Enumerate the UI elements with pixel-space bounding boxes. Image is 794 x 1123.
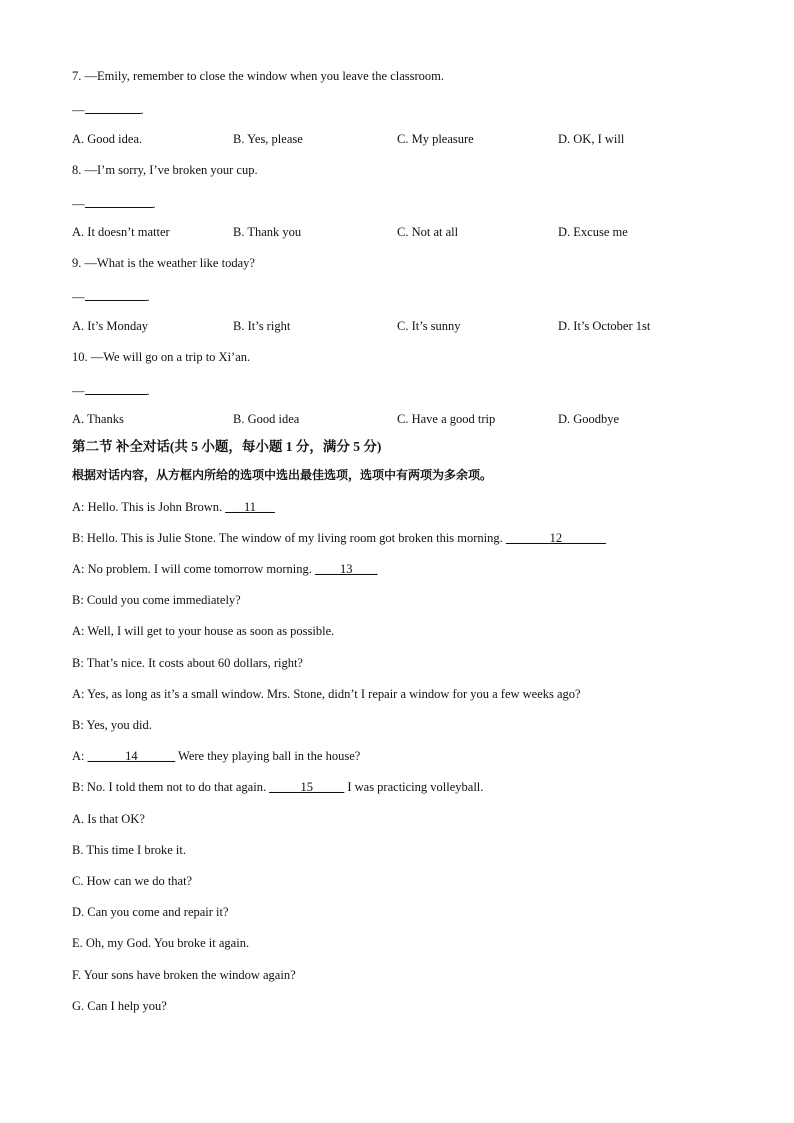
section-2-instruction: 根据对话内容，从方框内所给的选项中选出最佳选项，选项中有两项为多余项。 [72,468,493,482]
period: . [140,103,144,117]
dialogue-text: B: Hello. This is Julie Stone. The window of my living room got broken this morning. [72,531,506,545]
question-8-prompt: 8. —I’m sorry, I’ve broken your cup. [72,163,258,177]
choice-g: G. Can I help you? [72,999,167,1013]
blank-12: _______12_______ [505,531,606,545]
question-7-prompt: 7. —Emily, remember to close the window when you leave the classroom. [72,69,445,83]
dialogue-line: B: That’s nice. It costs about 60 dollars, right? [72,656,303,670]
option-b: B. Yes, please [233,132,303,146]
dialogue-line [72,779,483,795]
dialogue-text: A: No problem. I will come tomorrow morning. [72,562,316,576]
answer-blank [85,194,153,208]
option-a: A. It doesn’t matter [72,225,170,239]
choice-d: D. Can you come and repair it? [72,905,229,919]
dialogue-text: A: [72,749,88,763]
option-d: D. OK, I will [558,132,625,146]
dialogue-line: A: Well, I will get to your house as soon as possible. [72,624,335,638]
dialogue-line [72,561,378,577]
option-d: D. Goodbye [558,412,620,426]
period: . [146,290,150,304]
option-d: D. It’s October 1st [558,319,651,333]
answer-blank [85,381,147,395]
answer-blank [85,287,147,301]
dialogue-text: I was practicing volleyball. [344,780,484,794]
blank-14: ______14______ [87,749,176,763]
period: . [146,384,150,398]
choice-e: E. Oh, my God. You broke it again. [72,936,250,950]
choice-c: C. How can we do that? [72,874,193,888]
question-7-answer-line [72,100,144,118]
choice-b: B. This time I broke it. [72,843,186,857]
choice-f: F. Your sons have broken the window again? [72,968,296,982]
option-b: B. It’s right [233,319,291,333]
option-a: A. Thanks [72,412,124,426]
question-8-options [72,224,752,240]
question-10-prompt: 10. —We will go on a trip to Xi’an. [72,350,251,364]
question-9-prompt: 9. —What is the weather like today? [72,256,255,270]
option-a: A. Good idea. [72,132,143,146]
period: . [152,197,156,211]
dialogue-line: B: Could you come immediately? [72,593,241,607]
option-b: B. Good idea [233,412,300,426]
option-d: D. Excuse me [558,225,628,239]
question-8-answer-line [72,194,156,212]
dash: — [72,290,85,304]
option-c: C. Not at all [397,225,459,239]
dialogue-line [72,530,606,546]
option-b: B. Thank you [233,225,302,239]
blank-11: ___11___ [225,500,275,514]
option-c: C. It’s sunny [397,319,461,333]
question-10-options [72,411,752,427]
dialogue-text: B: No. I told them not to do that again. [72,780,270,794]
dialogue-line [72,748,360,764]
question-7-options [72,131,752,147]
blank-13: ____13____ [315,562,378,576]
option-c: C. My pleasure [397,132,474,146]
dialogue-text: Were they playing ball in the house? [175,749,361,763]
question-10-answer-line [72,381,150,399]
dialogue-line: B: Yes, you did. [72,718,152,732]
dialogue-line: A: Yes, as long as it’s a small window. Mrs. Stone, didn’t I repair a window for you a few weeks ago? [72,687,581,701]
answer-blank [85,100,141,114]
choice-a: A. Is that OK? [72,812,145,826]
option-c: C. Have a good trip [397,412,496,426]
option-a: A. It’s Monday [72,319,149,333]
dash: — [72,103,85,117]
dash: — [72,197,85,211]
section-2-heading: 第二节 补全对话(共 5 小题，每小题 1 分，满分 5 分) [72,439,382,454]
dialogue-line [72,499,275,515]
question-9-options [72,318,752,334]
dialogue-text: A: Hello. This is John Brown. [72,500,226,514]
blank-15: _____15_____ [269,780,345,794]
dash: — [72,384,85,398]
question-9-answer-line [72,287,150,305]
